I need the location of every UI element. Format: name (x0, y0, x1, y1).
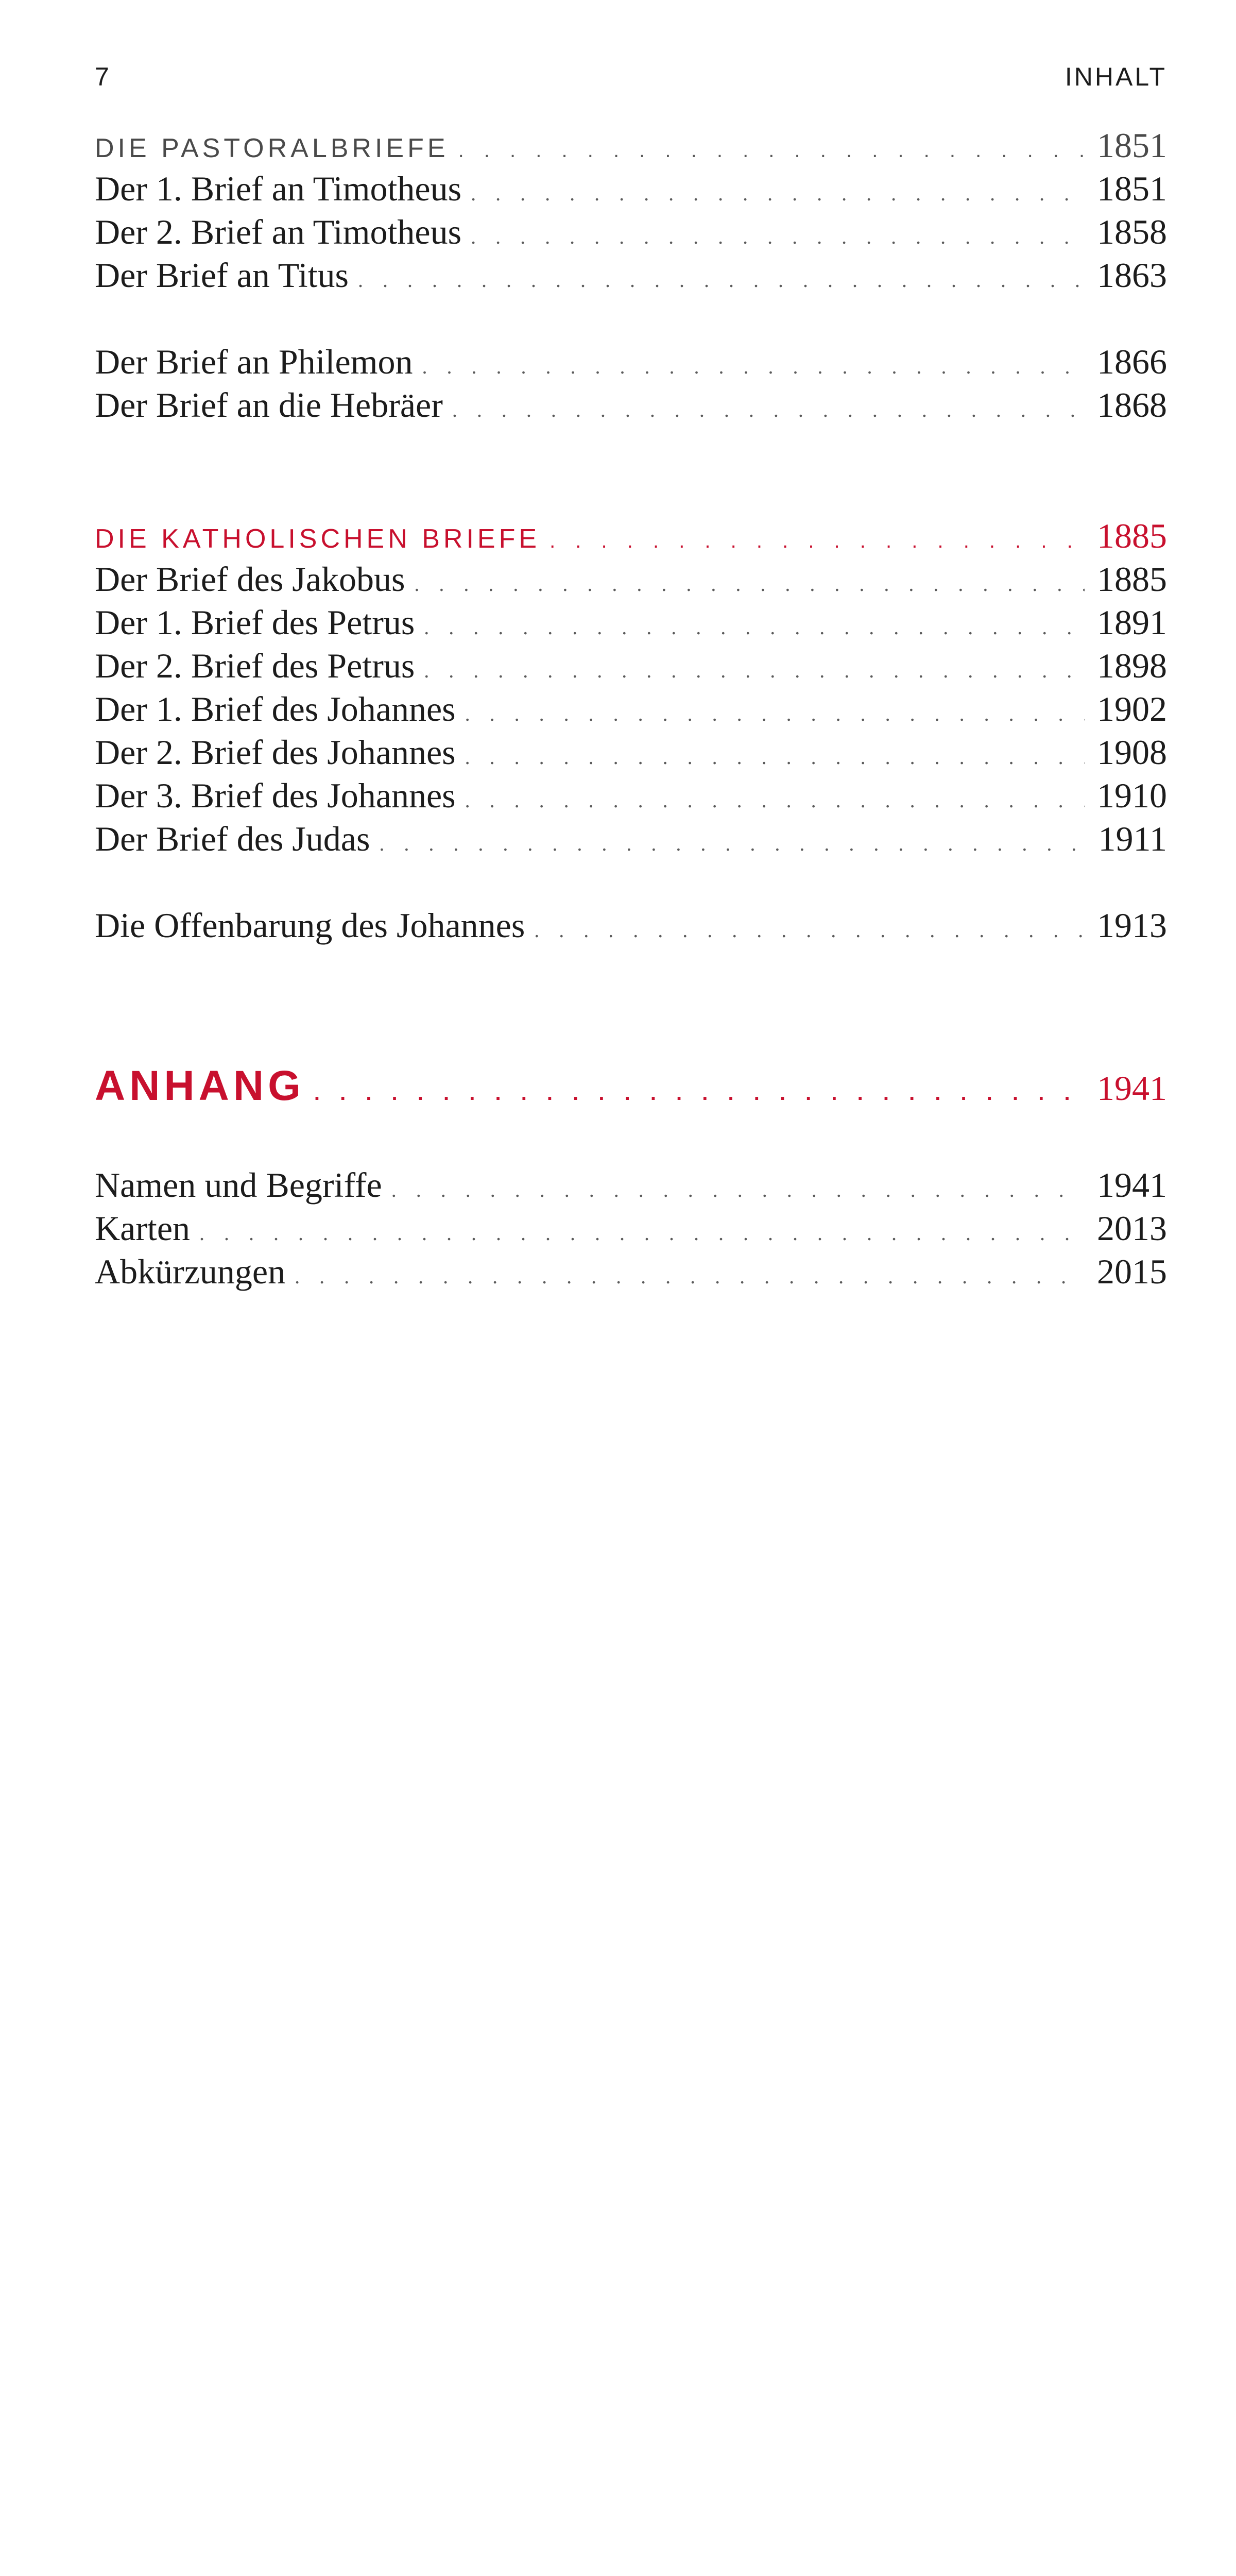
dot-leader (422, 345, 1085, 388)
dot-leader (424, 649, 1085, 692)
table-of-contents (95, 124, 1167, 1293)
toc-page-number: 1866 (1097, 342, 1167, 381)
dot-leader (391, 1168, 1085, 1212)
toc-entry-title: Namen und Begriffe (95, 1165, 382, 1205)
toc-major-heading-appendix[interactable] (95, 1055, 1167, 1117)
toc-entry[interactable] (95, 817, 1167, 860)
dot-leader (199, 1212, 1085, 1255)
toc-entry-title: Der 1. Brief des Petrus (95, 603, 415, 642)
toc-page-number: 1910 (1097, 776, 1167, 815)
toc-entry[interactable] (95, 383, 1167, 427)
toc-entry-title: Der Brief an Philemon (95, 342, 413, 381)
spacer (95, 427, 1167, 514)
toc-entry[interactable] (95, 557, 1167, 601)
toc-entry-title: Der 1. Brief an Timotheus (95, 169, 462, 208)
toc-page-number: 1885 (1097, 560, 1167, 599)
toc-entry-title: Abkürzungen (95, 1252, 286, 1291)
toc-entry-title: Die Offenbarung des Johannes (95, 906, 525, 945)
toc-entry-title: Der Brief an Titus (95, 256, 349, 295)
toc-page-number: 1941 (1097, 1165, 1167, 1205)
toc-page-number: 1885 (1097, 516, 1167, 555)
toc-entry-title: Der Brief an die Hebräer (95, 385, 443, 425)
toc-entry[interactable] (95, 644, 1167, 687)
toc-entry[interactable] (95, 167, 1167, 210)
toc-group-title: DIE KATHOLISCHEN BRIEFE (95, 524, 541, 554)
spacer (95, 860, 1167, 904)
toc-page-number: 1908 (1097, 733, 1167, 772)
page-number: 7 (95, 62, 111, 91)
dot-leader (452, 388, 1085, 432)
running-head (95, 62, 1167, 103)
dot-leader (414, 563, 1085, 606)
toc-page-number: 1863 (1097, 256, 1167, 295)
toc-page-number: 1891 (1097, 603, 1167, 642)
toc-entry[interactable] (95, 1207, 1167, 1250)
toc-entry[interactable] (95, 1250, 1167, 1293)
dot-leader (534, 909, 1085, 952)
toc-entry[interactable] (95, 1163, 1167, 1207)
dot-leader (550, 519, 1085, 563)
dot-leader (465, 692, 1085, 736)
toc-group-heading-pastoral[interactable] (95, 124, 1167, 167)
dot-leader (465, 736, 1085, 779)
toc-entry[interactable] (95, 687, 1167, 731)
toc-entry-title: Der 2. Brief des Petrus (95, 646, 415, 685)
dot-leader (314, 1062, 1085, 1124)
toc-entry-title: Der Brief des Jakobus (95, 560, 405, 599)
toc-entry[interactable] (95, 340, 1167, 383)
toc-entry-title: Der 1. Brief des Johannes (95, 689, 456, 728)
toc-group-heading-catholic[interactable] (95, 514, 1167, 557)
toc-page-number: 1902 (1097, 689, 1167, 728)
toc-page-number: 1941 (1097, 1069, 1167, 1108)
toc-page-number: 1868 (1097, 385, 1167, 425)
toc-page-number: 1913 (1097, 906, 1167, 945)
dot-leader (458, 129, 1085, 172)
toc-page-number: 1858 (1097, 212, 1167, 251)
toc-entry[interactable] (95, 601, 1167, 644)
toc-entry-title: Der 2. Brief des Johannes (95, 733, 456, 772)
spacer (95, 297, 1167, 340)
toc-entry-title: Der Brief des Judas (95, 819, 370, 858)
dot-leader (424, 606, 1085, 649)
spacer (95, 947, 1167, 1055)
toc-entry[interactable] (95, 904, 1167, 947)
toc-page-number: 1851 (1097, 126, 1167, 165)
toc-page-number: 1911 (1098, 819, 1167, 858)
toc-page-number: 2013 (1097, 1209, 1167, 1248)
dot-leader (358, 259, 1085, 302)
toc-entry[interactable] (95, 253, 1167, 297)
toc-group-title: DIE PASTORALBRIEFE (95, 133, 449, 163)
toc-entry[interactable] (95, 731, 1167, 774)
toc-entry-title: Der 3. Brief des Johannes (95, 776, 456, 815)
toc-entry-title: Karten (95, 1209, 191, 1248)
toc-entry[interactable] (95, 774, 1167, 817)
toc-entry[interactable] (95, 210, 1167, 253)
dot-leader (295, 1255, 1085, 1298)
dot-leader (465, 779, 1085, 822)
dot-leader (471, 215, 1085, 259)
toc-entry-title: Der 2. Brief an Timotheus (95, 212, 462, 251)
dot-leader (471, 172, 1085, 215)
toc-page-number: 1851 (1097, 169, 1167, 208)
toc-page-number: 2015 (1097, 1252, 1167, 1291)
toc-major-title: ANHANG (95, 1062, 305, 1109)
dot-leader (379, 822, 1086, 866)
section-title: INHALT (1065, 62, 1167, 91)
toc-page-number: 1898 (1097, 646, 1167, 685)
